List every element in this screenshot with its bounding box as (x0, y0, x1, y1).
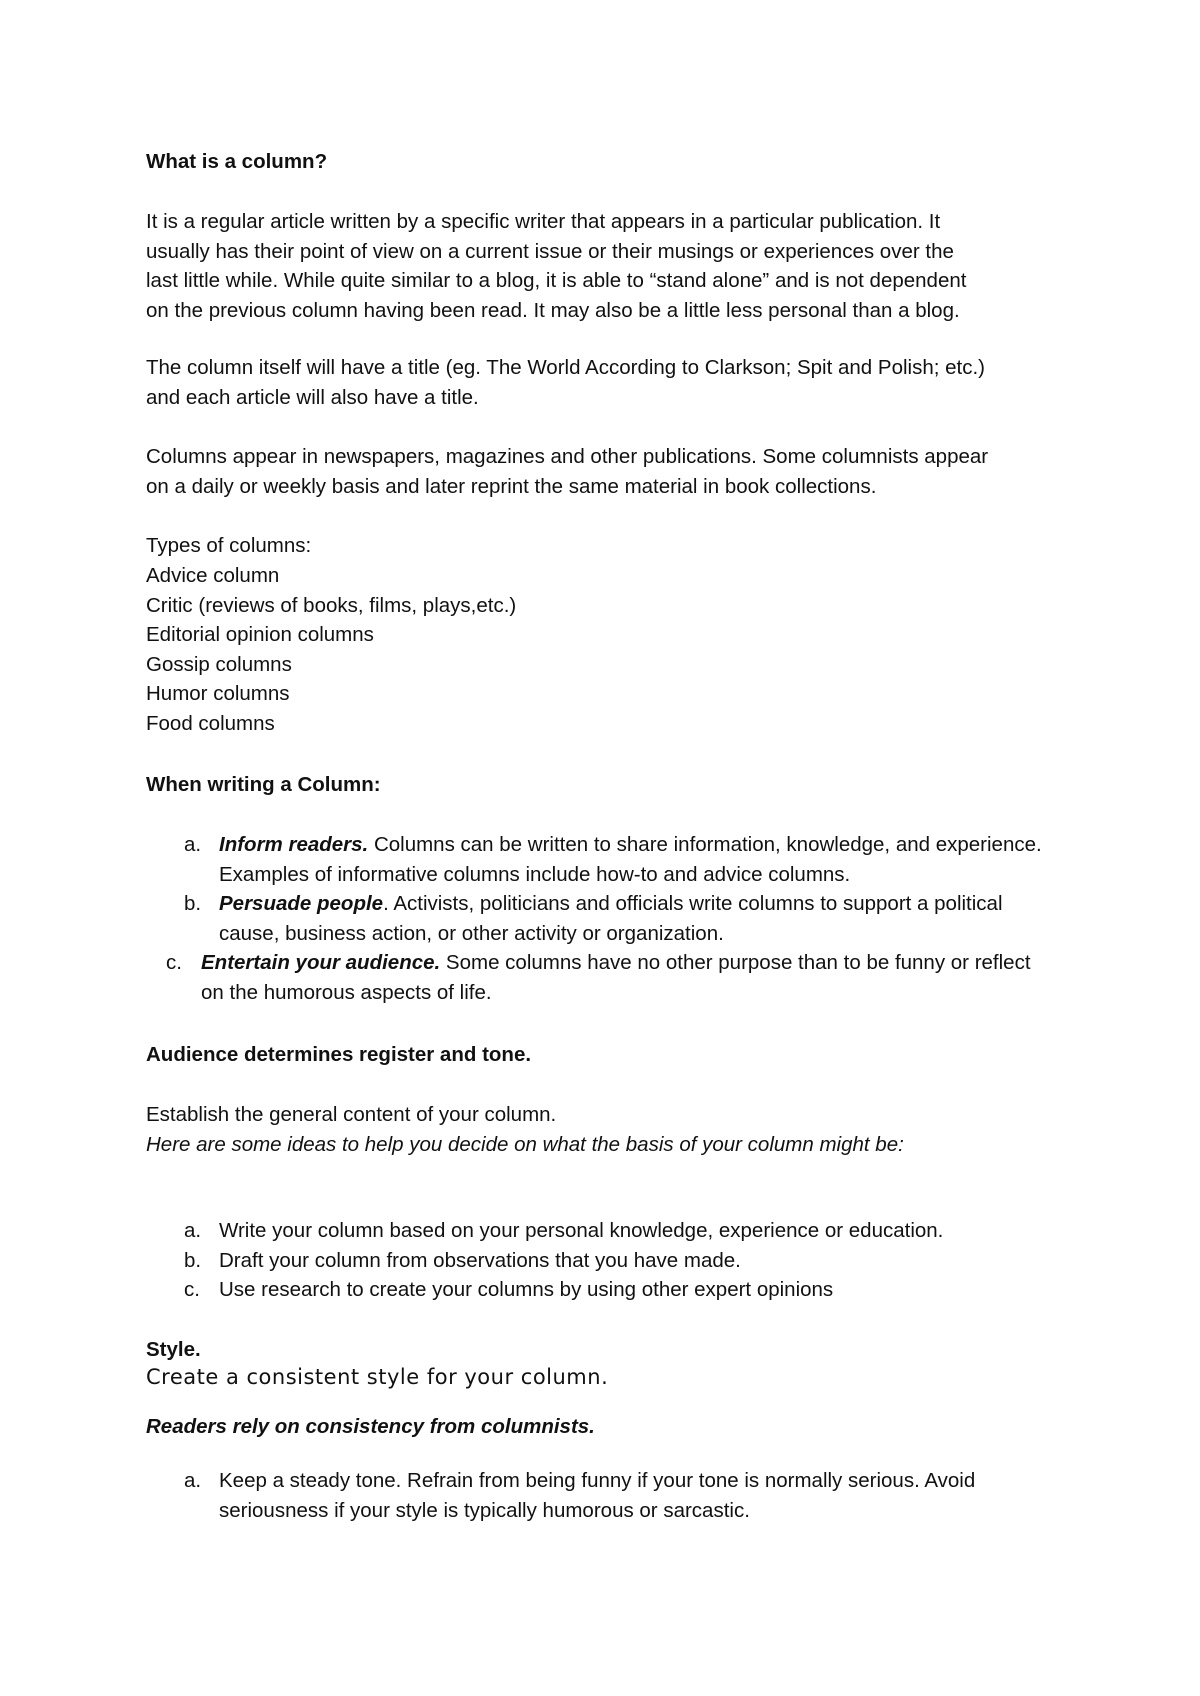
paragraph-line: usually has their point of view on a current issue or their musings or experiences over the (146, 239, 954, 263)
list-item-text: Write your column based on your personal knowledge, experience or education. (219, 1219, 944, 1242)
list-item: Food columns (146, 711, 275, 735)
list-item-text: Columns can be written to share information, knowledge, and experience. Examples of informative columns include how-to and advice columns. (219, 833, 1042, 886)
paragraph-readers-rely: Readers rely on consistency from columnists. (146, 1415, 595, 1438)
list-marker: a. (184, 1219, 202, 1242)
paragraph-where-columns-appear (146, 442, 1066, 501)
list-item-text: Use research to create your columns by using other expert opinions (219, 1278, 834, 1301)
list-marker: a. (184, 833, 202, 856)
list-item-text: Some columns have no other purpose than to be funny or reflect on the humorous aspects of life. (201, 951, 1031, 1004)
list-item: Gossip columns (146, 652, 292, 676)
list-marker: b. (184, 1248, 202, 1272)
list-item (146, 948, 1046, 1007)
subheading-consistent-style: Create a consistent style for your column. (146, 1365, 609, 1389)
heading-style: Style. (146, 1338, 201, 1361)
paragraph-line: last little while. While quite similar to a blog, it is able to “stand alone” and is not dependent (146, 269, 967, 292)
list-item-lead: Entertain your audience. (201, 951, 441, 974)
list-item (146, 889, 1046, 948)
list-item-text: Keep a steady tone. Refrain from being funny if your tone is normally serious. Avoid seriousness if your style is typically humorous or sarcastic. (219, 1469, 976, 1522)
list-item (146, 1466, 1046, 1525)
paragraph-establish: Establish the general content of your column. (146, 1103, 557, 1126)
ideas-list (146, 1216, 1046, 1305)
list-item (146, 1246, 1046, 1276)
heading-when-writing: When writing a Column: (146, 773, 381, 796)
list-marker: b. (184, 892, 202, 915)
paragraph-line: Columns appear in newspapers, magazines and other publications. Some columnists appear (146, 445, 989, 468)
list-item (146, 1216, 1046, 1246)
list-item-text: Draft your column from observations that you have made. (219, 1248, 741, 1272)
heading-audience: Audience determines register and tone. (146, 1043, 532, 1066)
types-label: Types of columns: (146, 534, 312, 557)
list-item: Editorial opinion columns (146, 623, 374, 646)
list-marker: a. (184, 1469, 202, 1492)
list-item-text: . Activists, politicians and officials write columns to support a political cause, business action, or other activity or organization. (219, 892, 1003, 945)
purpose-list (146, 830, 1046, 1007)
paragraph-ideas: Here are some ideas to help you decide on what the basis of your column might be: (146, 1133, 904, 1156)
list-item (146, 1275, 1046, 1305)
list-item: Critic (reviews of books, films, plays,etc.) (146, 593, 517, 617)
paragraph-line: and each article will also have a title. (146, 385, 479, 409)
list-item: Humor columns (146, 682, 290, 705)
list-marker: c. (184, 1278, 200, 1301)
paragraph-line: It is a regular article written by a specific writer that appears in a particular publication. It (146, 210, 941, 233)
list-item (146, 830, 1046, 889)
types-list (146, 561, 516, 738)
list-item-lead: Inform readers. (219, 833, 369, 856)
style-list (146, 1466, 1046, 1525)
list-item: Advice column (146, 564, 280, 587)
heading-what-is-a-column: What is a column? (146, 150, 328, 173)
paragraph-definition (146, 207, 1066, 325)
paragraph-line: on a daily or weekly basis and later reprint the same material in book collections. (146, 474, 877, 498)
paragraph-title (146, 353, 1066, 412)
list-marker: c. (166, 951, 182, 974)
list-item-lead: Persuade people (219, 892, 384, 915)
paragraph-line: on the previous column having been read. It may also be a little less personal than a blog. (146, 298, 960, 322)
paragraph-line: The column itself will have a title (eg. The World According to Clarkson; Spit and Polish; etc.) (146, 356, 985, 379)
